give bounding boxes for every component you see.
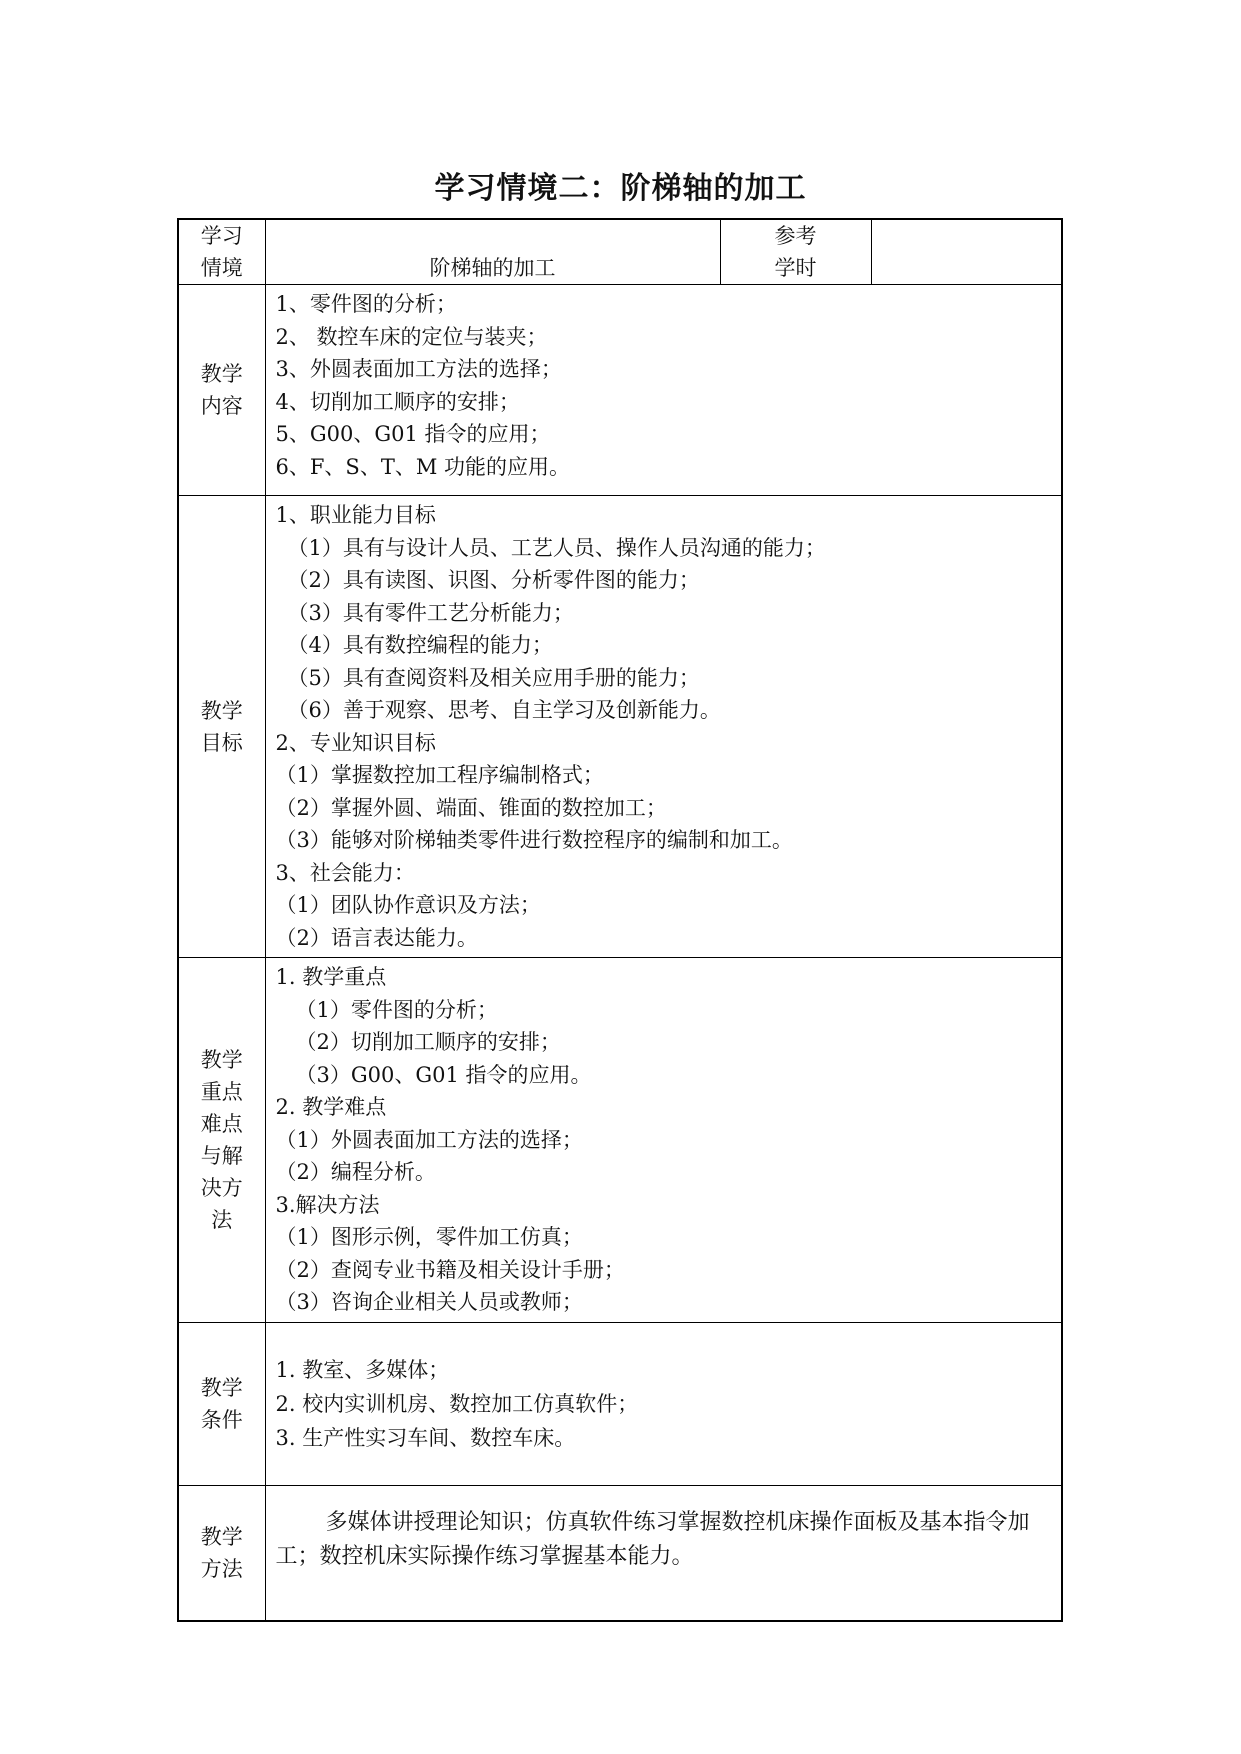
list-item: 2. 教学难点 [275,1095,387,1119]
list-item: （3）咨询企业相关人员或教师； [275,1290,583,1314]
list-item: 3、社会能力： [275,860,415,885]
list-item: 3.解决方法 [275,1192,380,1217]
content-row [178,285,1062,496]
lesson-table [177,218,1063,1622]
list-item: （4）具有数控编程的能力； [287,633,553,657]
content-list [265,285,1062,496]
header-row [178,219,1062,285]
list-item: （1）具有与设计人员、工艺人员、操作人员沟通的能力； [287,535,826,560]
list-item: （5）具有查阅资料及相关应用手册的能力； [287,665,700,690]
keypoints-label: 教学 重点 难点 与解 决方 法 [178,958,265,1323]
content-label: 教学 内容 [178,285,265,496]
page-title: 学习情境二：阶梯轴的加工 [434,171,807,206]
list-item: （2）查阅专业书籍及相关设计手册； [275,1257,625,1282]
list-item: （1）团队协作意识及方法； [275,893,541,917]
list-item: （3）具有零件工艺分析能力； [287,600,574,625]
reference-hours-value [871,219,1062,285]
objectives-list [265,496,1062,958]
list-item: 1、职业能力目标 [275,503,436,527]
list-item: （2）具有读图、识图、分析零件图的能力； [287,568,700,592]
list-item: （2）编程分析。 [275,1160,436,1184]
situation-label: 学习 情境 [178,219,265,285]
list-item: 2. 校内实训机房、数控加工仿真软件； [275,1391,639,1416]
methods-paragraph: 多媒体讲授理论知识；仿真软件练习掌握数控机床操作面板及基本指令加工；数控机床实际操作练习掌握基本能力。 [275,1509,1030,1569]
objectives-row [178,496,1062,958]
list-item: （2）切削加工顺序的安排； [295,1030,561,1054]
list-item: （1）图形示例，零件加工仿真； [275,1225,583,1249]
list-item: （3）G00、G01 指令的应用。 [295,1062,592,1087]
reference-hours-label: 参考 学时 [720,219,871,285]
keypoints-list [265,958,1062,1323]
list-item: 3、外圆表面加工方法的选择； [275,357,562,381]
conditions-list [265,1322,1062,1485]
list-item: （1）掌握数控加工程序编制格式； [275,763,604,787]
list-item: 5、G00、G01 指令的应用； [275,422,551,446]
list-item: （2）语言表达能力。 [275,925,478,950]
list-item: （3）能够对阶梯轴类零件进行数控程序的编制和加工。 [275,828,793,852]
list-item: 1、零件图的分析； [275,292,457,316]
list-item: 6、F、S、T、M 功能的应用。 [275,454,571,479]
methods-label: 教学 方法 [178,1485,265,1621]
list-item: （6）善于观察、思考、自主学习及创新能力。 [287,698,721,722]
list-item: （1）零件图的分析； [295,997,498,1022]
methods-text [265,1485,1062,1621]
list-item: （2）掌握外圆、端面、锥面的数控加工； [275,795,667,820]
objectives-label: 教学 目标 [178,496,265,958]
list-item: 2、 数控车床的定位与装夹； [275,324,548,349]
conditions-row [178,1322,1062,1485]
conditions-label: 教学 条件 [178,1322,265,1485]
situation-value: 阶梯轴的加工 [265,219,720,285]
methods-row [178,1485,1062,1621]
list-item: 4、切削加工顺序的安排； [275,389,520,414]
list-item: （1）外圆表面加工方法的选择； [275,1127,583,1152]
keypoints-row [178,958,1062,1323]
list-item: 3. 生产性实习车间、数控车床。 [275,1425,576,1450]
list-item: 1. 教学重点 [275,965,387,989]
list-item: 2、专业知识目标 [275,730,436,755]
list-item: 1. 教室、多媒体； [275,1357,450,1382]
